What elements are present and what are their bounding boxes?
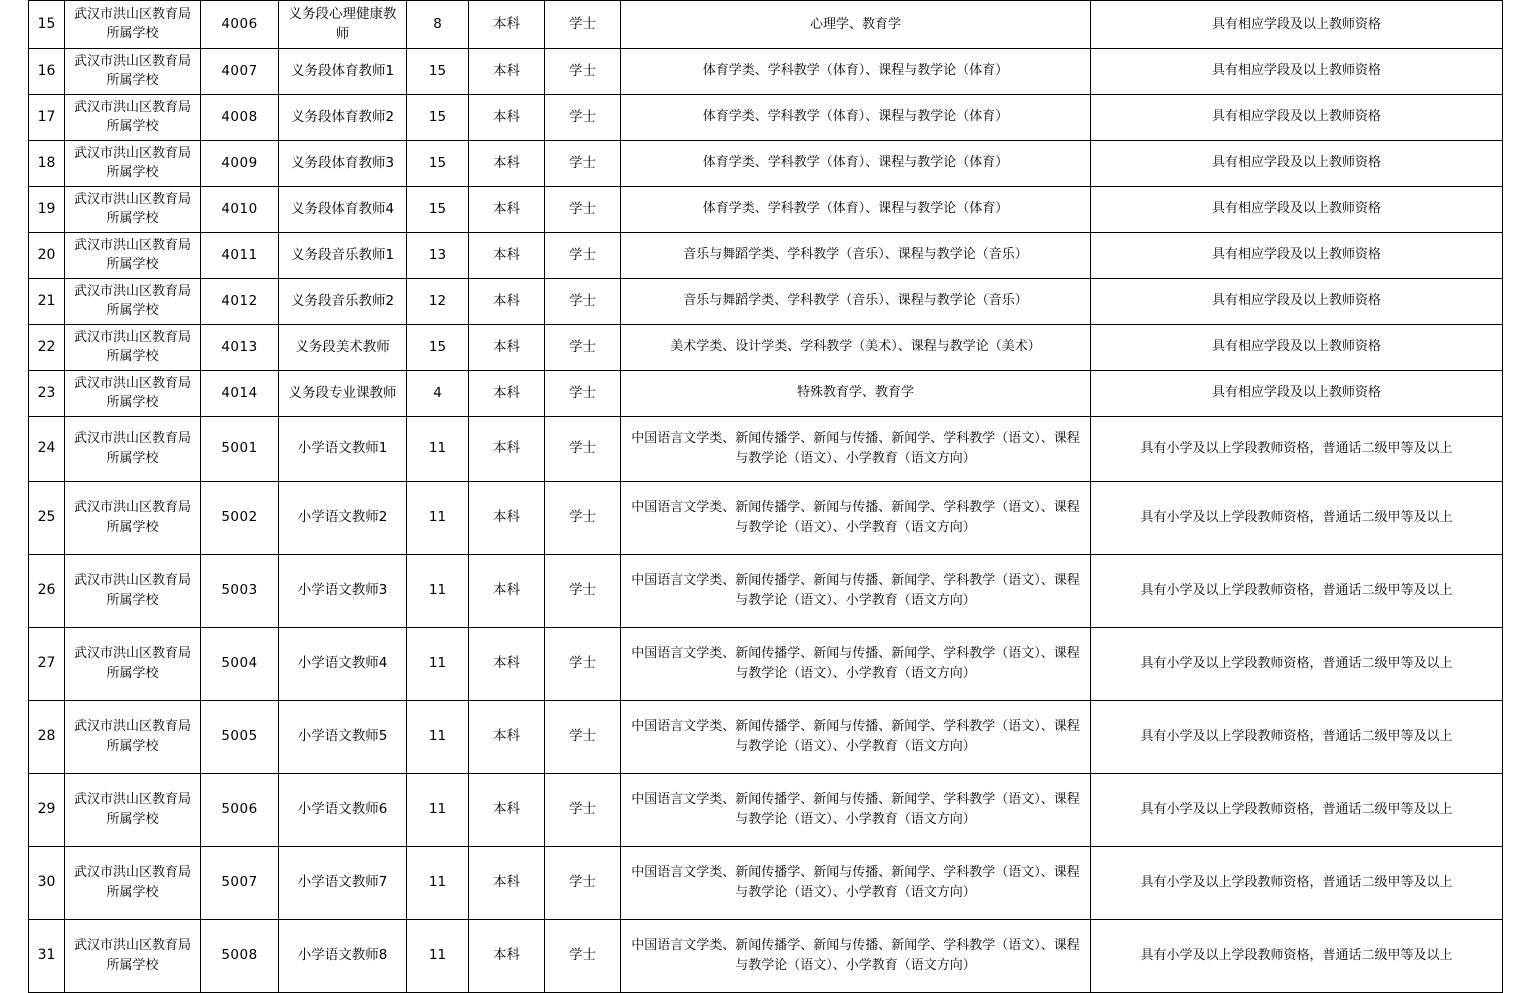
cell-headcount: 11 — [407, 919, 469, 992]
table-row — [29, 846, 1503, 919]
cell-education: 本科 — [469, 627, 545, 700]
cell-degree: 学士 — [545, 140, 621, 186]
table-row — [29, 370, 1503, 416]
cell-unit: 武汉市洪山区教育局所属学校 — [65, 846, 201, 919]
table-row — [29, 627, 1503, 700]
cell-post-code: 5003 — [201, 554, 279, 627]
cell-post-code: 4011 — [201, 232, 279, 278]
cell-degree: 学士 — [545, 370, 621, 416]
cell-major: 中国语言文学类、新闻传播学、新闻与传播、新闻学、学科教学（语文）、课程与教学论（语文）、小学教育（语文方向） — [621, 700, 1091, 773]
cell-headcount: 15 — [407, 48, 469, 94]
cell-other-requirements: 具有小学及以上学段教师资格，普通话二级甲等及以上 — [1091, 481, 1503, 554]
cell-headcount: 4 — [407, 370, 469, 416]
cell-degree: 学士 — [545, 94, 621, 140]
cell-other-requirements: 具有相应学段及以上教师资格 — [1091, 232, 1503, 278]
cell-index: 15 — [29, 1, 65, 49]
cell-post-code: 4012 — [201, 278, 279, 324]
cell-headcount: 15 — [407, 94, 469, 140]
cell-post-code: 5007 — [201, 846, 279, 919]
cell-post-code: 5002 — [201, 481, 279, 554]
cell-degree: 学士 — [545, 773, 621, 846]
cell-post-name: 义务段音乐教师2 — [279, 278, 407, 324]
cell-headcount: 11 — [407, 481, 469, 554]
cell-post-name: 义务段体育教师3 — [279, 140, 407, 186]
cell-headcount: 11 — [407, 416, 469, 481]
table-row — [29, 140, 1503, 186]
cell-degree: 学士 — [545, 554, 621, 627]
cell-post-code: 4010 — [201, 186, 279, 232]
recruitment-table — [28, 0, 1503, 993]
cell-index: 17 — [29, 94, 65, 140]
cell-degree: 学士 — [545, 1, 621, 49]
cell-post-name: 义务段美术教师 — [279, 324, 407, 370]
cell-unit: 武汉市洪山区教育局所属学校 — [65, 416, 201, 481]
cell-major: 体育学类、学科教学（体育）、课程与教学论（体育） — [621, 94, 1091, 140]
table-row — [29, 700, 1503, 773]
cell-degree: 学士 — [545, 48, 621, 94]
cell-other-requirements: 具有相应学段及以上教师资格 — [1091, 140, 1503, 186]
cell-degree: 学士 — [545, 324, 621, 370]
cell-other-requirements: 具有相应学段及以上教师资格 — [1091, 186, 1503, 232]
table-row — [29, 94, 1503, 140]
cell-unit: 武汉市洪山区教育局所属学校 — [65, 324, 201, 370]
table-row — [29, 186, 1503, 232]
cell-education: 本科 — [469, 1, 545, 49]
cell-unit: 武汉市洪山区教育局所属学校 — [65, 48, 201, 94]
cell-post-name: 小学语文教师5 — [279, 700, 407, 773]
cell-degree: 学士 — [545, 186, 621, 232]
cell-index: 21 — [29, 278, 65, 324]
cell-index: 25 — [29, 481, 65, 554]
cell-major: 中国语言文学类、新闻传播学、新闻与传播、新闻学、学科教学（语文）、课程与教学论（语文）、小学教育（语文方向） — [621, 773, 1091, 846]
cell-index: 31 — [29, 919, 65, 992]
cell-index: 16 — [29, 48, 65, 94]
cell-post-name: 义务段音乐教师1 — [279, 232, 407, 278]
cell-other-requirements: 具有小学及以上学段教师资格，普通话二级甲等及以上 — [1091, 846, 1503, 919]
cell-unit: 武汉市洪山区教育局所属学校 — [65, 481, 201, 554]
cell-index: 20 — [29, 232, 65, 278]
cell-unit: 武汉市洪山区教育局所属学校 — [65, 1, 201, 49]
cell-other-requirements: 具有小学及以上学段教师资格，普通话二级甲等及以上 — [1091, 554, 1503, 627]
cell-major: 体育学类、学科教学（体育）、课程与教学论（体育） — [621, 186, 1091, 232]
cell-unit: 武汉市洪山区教育局所属学校 — [65, 700, 201, 773]
cell-unit: 武汉市洪山区教育局所属学校 — [65, 554, 201, 627]
cell-other-requirements: 具有小学及以上学段教师资格，普通话二级甲等及以上 — [1091, 700, 1503, 773]
cell-other-requirements: 具有小学及以上学段教师资格，普通话二级甲等及以上 — [1091, 627, 1503, 700]
cell-headcount: 15 — [407, 186, 469, 232]
cell-post-name: 小学语文教师8 — [279, 919, 407, 992]
cell-degree: 学士 — [545, 278, 621, 324]
cell-major: 中国语言文学类、新闻传播学、新闻与传播、新闻学、学科教学（语文）、课程与教学论（语文）、小学教育（语文方向） — [621, 627, 1091, 700]
cell-index: 29 — [29, 773, 65, 846]
cell-other-requirements: 具有相应学段及以上教师资格 — [1091, 370, 1503, 416]
cell-other-requirements: 具有相应学段及以上教师资格 — [1091, 278, 1503, 324]
cell-degree: 学士 — [545, 416, 621, 481]
cell-major: 中国语言文学类、新闻传播学、新闻与传播、新闻学、学科教学（语文）、课程与教学论（语文）、小学教育（语文方向） — [621, 416, 1091, 481]
cell-education: 本科 — [469, 416, 545, 481]
cell-degree: 学士 — [545, 627, 621, 700]
cell-unit: 武汉市洪山区教育局所属学校 — [65, 370, 201, 416]
cell-major: 音乐与舞蹈学类、学科教学（音乐）、课程与教学论（音乐） — [621, 232, 1091, 278]
cell-post-code: 4013 — [201, 324, 279, 370]
table-row — [29, 48, 1503, 94]
table-row — [29, 232, 1503, 278]
cell-post-code: 5001 — [201, 416, 279, 481]
cell-education: 本科 — [469, 186, 545, 232]
cell-post-code: 5005 — [201, 700, 279, 773]
cell-index: 26 — [29, 554, 65, 627]
cell-other-requirements: 具有小学及以上学段教师资格，普通话二级甲等及以上 — [1091, 773, 1503, 846]
cell-major: 特殊教育学、教育学 — [621, 370, 1091, 416]
cell-education: 本科 — [469, 554, 545, 627]
cell-degree: 学士 — [545, 846, 621, 919]
cell-index: 18 — [29, 140, 65, 186]
cell-other-requirements: 具有相应学段及以上教师资格 — [1091, 48, 1503, 94]
cell-index: 23 — [29, 370, 65, 416]
cell-education: 本科 — [469, 232, 545, 278]
cell-major: 中国语言文学类、新闻传播学、新闻与传播、新闻学、学科教学（语文）、课程与教学论（语文）、小学教育（语文方向） — [621, 846, 1091, 919]
cell-degree: 学士 — [545, 232, 621, 278]
table-row — [29, 481, 1503, 554]
cell-post-name: 小学语文教师4 — [279, 627, 407, 700]
cell-index: 27 — [29, 627, 65, 700]
cell-other-requirements: 具有小学及以上学段教师资格，普通话二级甲等及以上 — [1091, 919, 1503, 992]
cell-education: 本科 — [469, 324, 545, 370]
cell-degree: 学士 — [545, 700, 621, 773]
table-row — [29, 919, 1503, 992]
cell-major: 中国语言文学类、新闻传播学、新闻与传播、新闻学、学科教学（语文）、课程与教学论（语文）、小学教育（语文方向） — [621, 919, 1091, 992]
cell-post-name: 义务段心理健康教师 — [279, 1, 407, 49]
cell-post-code: 4008 — [201, 94, 279, 140]
cell-post-name: 义务段体育教师4 — [279, 186, 407, 232]
cell-post-code: 5008 — [201, 919, 279, 992]
cell-headcount: 13 — [407, 232, 469, 278]
cell-unit: 武汉市洪山区教育局所属学校 — [65, 140, 201, 186]
cell-post-name: 义务段专业课教师 — [279, 370, 407, 416]
cell-unit: 武汉市洪山区教育局所属学校 — [65, 627, 201, 700]
table-row — [29, 278, 1503, 324]
cell-post-code: 4014 — [201, 370, 279, 416]
cell-post-code: 4006 — [201, 1, 279, 49]
cell-post-name: 小学语文教师7 — [279, 846, 407, 919]
cell-headcount: 8 — [407, 1, 469, 49]
cell-degree: 学士 — [545, 481, 621, 554]
cell-post-name: 小学语文教师1 — [279, 416, 407, 481]
table-row — [29, 416, 1503, 481]
cell-major: 美术学类、设计学类、学科教学（美术）、课程与教学论（美术） — [621, 324, 1091, 370]
cell-headcount: 11 — [407, 846, 469, 919]
cell-post-code: 5006 — [201, 773, 279, 846]
cell-headcount: 15 — [407, 140, 469, 186]
table-body — [29, 1, 1503, 993]
cell-education: 本科 — [469, 140, 545, 186]
cell-post-code: 4007 — [201, 48, 279, 94]
cell-education: 本科 — [469, 94, 545, 140]
cell-education: 本科 — [469, 846, 545, 919]
cell-unit: 武汉市洪山区教育局所属学校 — [65, 919, 201, 992]
cell-headcount: 11 — [407, 554, 469, 627]
table-row — [29, 773, 1503, 846]
cell-degree: 学士 — [545, 919, 621, 992]
table-row — [29, 1, 1503, 49]
cell-headcount: 11 — [407, 700, 469, 773]
cell-major: 中国语言文学类、新闻传播学、新闻与传播、新闻学、学科教学（语文）、课程与教学论（语文）、小学教育（语文方向） — [621, 554, 1091, 627]
cell-other-requirements: 具有相应学段及以上教师资格 — [1091, 94, 1503, 140]
table-row — [29, 554, 1503, 627]
cell-other-requirements: 具有相应学段及以上教师资格 — [1091, 324, 1503, 370]
cell-education: 本科 — [469, 48, 545, 94]
cell-post-name: 小学语文教师2 — [279, 481, 407, 554]
cell-post-name: 义务段体育教师1 — [279, 48, 407, 94]
cell-unit: 武汉市洪山区教育局所属学校 — [65, 278, 201, 324]
cell-major: 心理学、教育学 — [621, 1, 1091, 49]
cell-post-name: 义务段体育教师2 — [279, 94, 407, 140]
cell-education: 本科 — [469, 481, 545, 554]
cell-post-name: 小学语文教师6 — [279, 773, 407, 846]
cell-post-name: 小学语文教师3 — [279, 554, 407, 627]
cell-major: 体育学类、学科教学（体育）、课程与教学论（体育） — [621, 140, 1091, 186]
cell-unit: 武汉市洪山区教育局所属学校 — [65, 773, 201, 846]
cell-index: 19 — [29, 186, 65, 232]
cell-education: 本科 — [469, 370, 545, 416]
table-row — [29, 324, 1503, 370]
cell-other-requirements: 具有小学及以上学段教师资格，普通话二级甲等及以上 — [1091, 416, 1503, 481]
cell-other-requirements: 具有相应学段及以上教师资格 — [1091, 1, 1503, 49]
cell-headcount: 12 — [407, 278, 469, 324]
cell-major: 音乐与舞蹈学类、学科教学（音乐）、课程与教学论（音乐） — [621, 278, 1091, 324]
cell-unit: 武汉市洪山区教育局所属学校 — [65, 232, 201, 278]
cell-headcount: 11 — [407, 627, 469, 700]
cell-post-code: 5004 — [201, 627, 279, 700]
cell-unit: 武汉市洪山区教育局所属学校 — [65, 94, 201, 140]
cell-major: 中国语言文学类、新闻传播学、新闻与传播、新闻学、学科教学（语文）、课程与教学论（语文）、小学教育（语文方向） — [621, 481, 1091, 554]
cell-index: 22 — [29, 324, 65, 370]
cell-index: 24 — [29, 416, 65, 481]
cell-education: 本科 — [469, 773, 545, 846]
cell-post-code: 4009 — [201, 140, 279, 186]
cell-major: 体育学类、学科教学（体育）、课程与教学论（体育） — [621, 48, 1091, 94]
cell-education: 本科 — [469, 919, 545, 992]
cell-education: 本科 — [469, 278, 545, 324]
cell-unit: 武汉市洪山区教育局所属学校 — [65, 186, 201, 232]
cell-headcount: 11 — [407, 773, 469, 846]
cell-education: 本科 — [469, 700, 545, 773]
cell-headcount: 15 — [407, 324, 469, 370]
cell-index: 28 — [29, 700, 65, 773]
cell-index: 30 — [29, 846, 65, 919]
